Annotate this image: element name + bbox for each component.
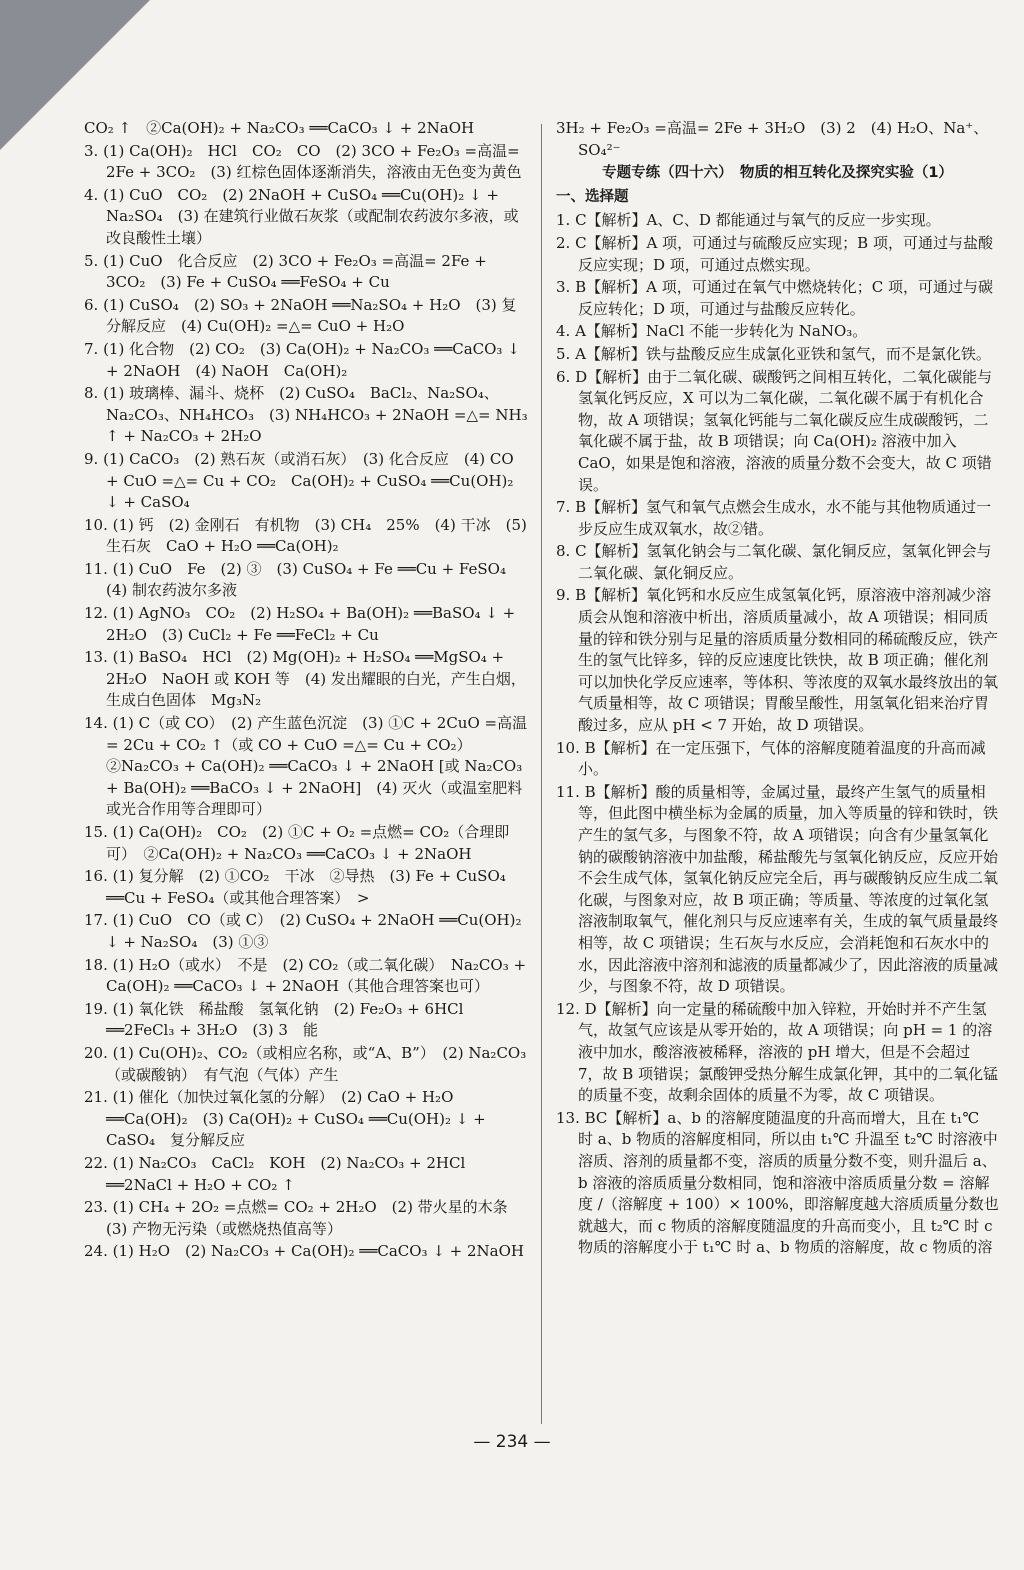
answer-item: 20. (1) Cu(OH)₂、CO₂（或相应名称，或“A、B”） (2) Na₂CO₃（或碳酸钠） 有气泡（气体）产生 — [84, 1043, 527, 1084]
answer-item: 24. (1) H₂O (2) Na₂CO₃ + Ca(OH)₂ ══CaCO₃ ↓ + 2NaOH — [84, 1242, 525, 1261]
answer-item: 5. A【解析】铁与盐酸反应生成氯化亚铁和氢气，而不是氯化铁。 — [556, 344, 991, 363]
subsection-heading: 一、选择题 — [556, 188, 629, 205]
answer-item: 5. (1) CuO 化合反应 (2) 3CO + Fe₂O₃ =高温= 2Fe + 3CO₂ (3) Fe + CuSO₄ ══FeSO₄ + Cu — [84, 251, 487, 292]
page-number: — 234 — — [473, 1432, 551, 1452]
column-divider — [541, 124, 542, 1424]
answer-item: 15. (1) Ca(OH)₂ CO₂ (2) ①C + O₂ =点燃= CO₂（合理即可） ②Ca(OH)₂ + Na₂CO₃ ══CaCO₃ ↓ + 2NaOH — [84, 823, 510, 863]
answer-item: 4. (1) CuO CO₂ (2) 2NaOH + CuSO₄ ══Cu(OH)₂ ↓ + Na₂SO₄ (3) 在建筑行业做石灰浆（或配制农药波尔多液，或改良酸性土壤） — [84, 185, 519, 247]
answer-item: 10. (1) 钙 (2) 金刚石 有机物 (3) CH₄ 25% (4) 干冰 (5) 生石灰 CaO + H₂O ══Ca(OH)₂ — [84, 515, 527, 556]
answer-item: 6. (1) CuSO₄ (2) SO₃ + 2NaOH ══Na₂SO₄ + H₂O (3) 复分解反应 (4) Cu(OH)₂ =△= CuO + H₂O — [84, 295, 517, 336]
answer-item: 4. A【解析】NaCl 不能一步转化为 NaNO₃。 — [556, 322, 868, 341]
answer-item: 22. (1) Na₂CO₃ CaCl₂ KOH (2) Na₂CO₃ + 2HCl ══2NaCl + H₂O + CO₂ ↑ — [84, 1153, 466, 1194]
right-column — [556, 118, 999, 1260]
answer-item: 7. B【解析】氢气和氧气点燃会生成水，水不能与其他物质通过一步反应生成双氧水，故②错。 — [556, 498, 992, 538]
answer-item: 9. B【解析】氧化钙和水反应生成氢氧化钙，原溶液中溶剂减少溶质会从饱和溶液中析出，溶质质量减小，故 A 项错误；相同质量的锌和铁分别与足量的溶质质量分数相同的稀硫酸反应，铁产生的氢气比锌多，锌的反应速度比铁快，故 B 项正确；催化剂可以加快化学反应速率，等体积、等浓度的双氧水最终放出的氧气质量相等，故 C 项错误；胃酸呈酸性，用氢氧化铝来治疗胃酸过多，应从 pH < 7 开始，故 D 项错误。 — [556, 586, 999, 735]
answer-item: 17. (1) CuO CO（或 C） (2) CuSO₄ + 2NaOH ══Cu(OH)₂ ↓ + Na₂SO₄ (3) ①③ — [84, 911, 522, 951]
answer-continuation: 3H₂ + Fe₂O₃ =高温= 2Fe + 3H₂O (3) 2 (4) H₂O、Na⁺、SO₄²⁻ — [556, 119, 989, 159]
answer-item: 3. B【解析】A 项，可通过在氧气中燃烧转化；C 项，可通过与碳反应转化；D 项，可通过与盐酸反应转化。 — [556, 278, 993, 318]
answer-item: 9. (1) CaCO₃ (2) 熟石灰（或消石灰） (3) 化合反应 (4) CO + CuO =△= Cu + CO₂ Ca(OH)₂ + CuSO₄ ══Cu(OH)₂ ↓ + CaSO₄ — [84, 449, 514, 512]
answer-item: 16. (1) 复分解 (2) ①CO₂ 干冰 ②导热 (3) Fe + CuSO₄ ══Cu + FeSO₄（或其他合理答案） > — [84, 867, 506, 907]
answer-item: 21. (1) 催化（加快过氧化氢的分解） (2) CaO + H₂O ══Ca(OH)₂ (3) Ca(OH)₂ + CuSO₄ ══Cu(OH)₂ ↓ + CaSO₄ 复分解反应 — [84, 1088, 486, 1150]
answer-item: 11. B【解析】酸的质量相等，金属过量，最终产生氢气的质量相等，但此图中横坐标为金属的质量，加入等质量的锌和铁时，铁产生的氢气多，与图象不符，故 A 项错误；向含有少量氢氧化钠的碳酸钠溶液中加盐酸，稀盐酸先与氢氧化钠反应，反应开始不会生成气体，氢氧化钠反应完全后，再与碳酸钠反应生成二氧化碳，与图象对应，故 B 项正确；等质量、等浓度的过氧化氢溶液制取氧气，催化剂只与反应速率有关，生成的氧气质量最终相等，故 C 项错误；生石灰与水反应，会消耗饱和石灰水中的水，因此溶液中溶剂和滤液的质量都减少了，因此溶液的质量减少，与图象不符，故 D 项错误。 — [556, 782, 999, 996]
answer-item: 3. (1) Ca(OH)₂ HCl CO₂ CO (2) 3CO + Fe₂O₃ =高温= 2Fe + 3CO₂ (3) 红棕色固体逐渐消失，溶液由无色变为黄色 — [84, 141, 522, 182]
answer-item: 19. (1) 氧化铁 稀盐酸 氢氧化钠 (2) Fe₂O₃ + 6HCl ══2FeCl₃ + 3H₂O (3) 3 能 — [84, 999, 464, 1040]
left-column — [84, 118, 530, 1264]
answer-item: 8. C【解析】氢氧化钠会与二氧化碳、氯化铜反应，氢氧化钾会与二氧化碳、氯化铜反应。 — [556, 542, 992, 582]
answer-item: 10. B【解析】在一定压强下，气体的溶解度随着温度的升高而减小。 — [556, 738, 986, 779]
answer-item: 2. C【解析】A 项，可通过与硫酸反应实现；B 项，可通过与盐酸反应实现；D 项，可通过点燃实现。 — [556, 233, 993, 274]
section-heading: 专题专练（四十六） 物质的相互转化及探究实验（1） — [602, 165, 953, 182]
answer-item: 18. (1) H₂O（或水） 不是 (2) CO₂（或二氧化碳） Na₂CO₃ + Ca(OH)₂ ══CaCO₃ ↓ + 2NaOH（其他合理答案也可） — [84, 955, 527, 996]
answer-item: 13. (1) BaSO₄ HCl (2) Mg(OH)₂ + H₂SO₄ ══MgSO₄ + 2H₂O NaOH 或 KOH 等 (4) 发出耀眼的白光，产生白烟，生成白色固体 Mg₃N₂ — [84, 648, 526, 710]
answer-item: 23. (1) CH₄ + 2O₂ =点燃= CO₂ + 2H₂O (2) 带火星的木条 (3) 产物无污染（或燃烧热值高等） — [84, 1198, 523, 1238]
answer-item: 13. BC【解析】a、b 的溶解度随温度的升高而增大，且在 t₁℃ 时 a、b 物质的溶解度相同，所以由 t₁℃ 升温至 t₂℃ 时溶液中溶质、溶剂的质量都不变，溶质的质量分数不变，则升温后 a、b 溶液的溶质质量分数相同，饱和溶液中溶质质量分数 = 溶解度 /（溶解度 + 100）× 100%，即溶解度越大溶质质量分数也就越大，而 c 物质的溶解度随温度的升高而变小，且 t₂℃ 时 c 物质的溶解度小于 t₁℃ 时 a、b 物质的溶解度，故 c 物质的溶 — [556, 1108, 999, 1257]
answer-item: 6. D【解析】由于二氧化碳、碳酸钙之间相互转化，二氧化碳能与氢氧化钙反应，X 可以为二氧化碳，二氧化碳不属于有机化合物，故 A 项错误；氢氧化钙能与二氧化碳反应生成碳酸钙，二氧化碳不属于盐，故 B 项错误；向 Ca(OH)₂ 溶液中加入 CaO，如果是饱和溶液，溶液的质量分数不会变大，故 C 项错误。 — [556, 367, 993, 494]
answer-item: 7. (1) 化合物 (2) CO₂ (3) Ca(OH)₂ + Na₂CO₃ ══CaCO₃ ↓ + 2NaOH (4) NaOH Ca(OH)₂ — [84, 339, 520, 380]
answer-item: 8. (1) 玻璃棒、漏斗、烧杯 (2) CuSO₄ BaCl₂、Na₂SO₄、Na₂CO₃、NH₄HCO₃ (3) NH₄HCO₃ + 2NaOH =△= NH₃ ↑ + Na₂CO₃ + 2H₂O — [84, 384, 528, 446]
answer-item: 12. D【解析】向一定量的稀硫酸中加入锌粒，开始时并不产生氢气，故氢气应该是从零开始的，故 A 项错误；向 pH = 1 的溶液中加水，酸溶液被稀释，溶液的 pH 增大，但是不会超过 7，故 B 项错误；氯酸钾受热分解生成氯化钾，其中的二氧化锰的质量不变，故剩余固体的质量不为零，故 C 项错误。 — [556, 999, 999, 1105]
answer-item: 11. (1) CuO Fe (2) ③ (3) CuSO₄ + Fe ══Cu + FeSO₄ (4) 制农药波尔多液 — [84, 559, 522, 600]
answer-item: 1. C【解析】A、C、D 都能通过与氧气的反应一步实现。 — [556, 211, 941, 230]
answer-item: 14. (1) C（或 CO） (2) 产生蓝色沉淀 (3) ①C + 2CuO =高温= 2Cu + CO₂ ↑（或 CO + CuO =△= Cu + CO₂） ②Na₂CO₃ + Ca(OH)₂ ══CaCO₃ ↓ + 2NaOH [或 Na₂CO₃ + Ba(OH)₂ ══BaCO₃ ↓ + 2NaOH] (4) 灭火（或温室肥料或光合作用等合理即可） — [84, 714, 528, 819]
answer-item: 12. (1) AgNO₃ CO₂ (2) H₂SO₄ + Ba(OH)₂ ══BaSO₄ ↓ + 2H₂O (3) CuCl₂ + Fe ══FeCl₂ + Cu — [84, 604, 516, 644]
answer-item: CO₂ ↑ ②Ca(OH)₂ + Na₂CO₃ ══CaCO₃ ↓ + 2NaOH — [84, 119, 475, 137]
